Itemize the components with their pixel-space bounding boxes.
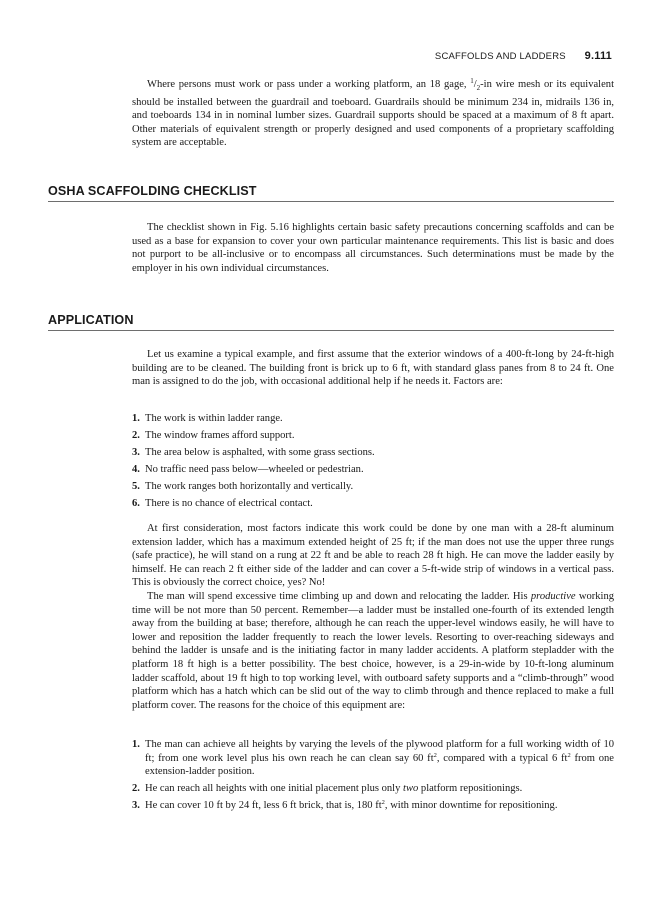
- reasons-list: [132, 738, 614, 816]
- running-head-section: SCAFFOLDS AND LADDERS: [434, 51, 566, 62]
- superscript: 2: [567, 751, 571, 759]
- fraction-denominator: 2: [476, 84, 481, 93]
- reason-text-part1: He can reach all heights with one initial placement plus only: [145, 782, 404, 794]
- list-item-number: 2.: [132, 782, 140, 794]
- list-item-number: 6.: [132, 497, 140, 509]
- reason-text-part2: , with minor downtime for repositioning.: [384, 799, 558, 811]
- superscript: 2: [381, 798, 385, 806]
- intro-text-part1: Where persons must work or pass under a working platform, an 18 gage,: [147, 79, 471, 90]
- list-item: [132, 497, 614, 511]
- running-head: [435, 50, 612, 62]
- list-item-number: 3.: [132, 446, 140, 458]
- checklist-text: The checklist shown in Fig. 5.16 highlights certain basic safety precautions concerning scaffolds and can be used as a base for expansion to cover your own particular maintenance requirements. This list is basic and does not purport to be all-inclusive or to encompass all circumstances. Such determinations must be made by the employer in his own individual circumstances.: [132, 222, 614, 274]
- list-item: [132, 799, 614, 813]
- list-item-number: 1.: [132, 739, 140, 750]
- list-item-text: The work ranges both horizontally and vertically.: [145, 480, 354, 492]
- intro-text-part2: -in wire mesh or its equivalent should be installed between the guardrail and toeboard. Guardrails should be minimum 234 in, midrails 136 in, and toeboards 134 in in nominal lumber sizes. Guardrail supports should be spaced at a maximum of 8 ft apart. Other materials of equivalent strength or properly designed and used components of a proprietary scaffolding system are acceptable.: [132, 79, 614, 149]
- list-item: [132, 782, 614, 796]
- list-item: [132, 446, 614, 460]
- intro-paragraph: [132, 78, 614, 150]
- second-paragraph-part1: The man will spend excessive time climbing up and down and relocating the ladder. His: [147, 590, 531, 602]
- list-item-text: The area below is asphalted, with some grass sections.: [145, 446, 375, 458]
- emphasis-productive: productive: [530, 590, 576, 602]
- list-item-text: There is no chance of electrical contact.: [145, 497, 313, 509]
- first-consideration-paragraph: At first consideration, most factors indicate this work could be done by one man with a 28-ft aluminum extension ladder, which has a maximum extended height of 25 ft; if the man does not use the upper three rungs (safe practice), he will stand on a rung at 22 ft and be able to reach 28 ft high. He can move the ladder easily by himself. He can reach 2 ft either side of the ladder and can cover a 5-ft-wide strip of windows in a vertical pass. This is obviously the correct choice, yes? No!: [132, 523, 614, 589]
- application-intro-text: Let us examine a typical example, and first assume that the exterior windows of a 400-ft-long by 24-ft-high building are to be cleaned. The building front is brick up to 6 ft, with standard glass panes from 8 to 24 ft. One man is assigned to do the job, with occasional additional help if he needs it. Factors are:: [132, 349, 614, 388]
- list-item-text: The work is within ladder range.: [145, 413, 283, 424]
- section-heading-application: APPLICATION: [48, 313, 614, 331]
- analysis-paragraphs: [132, 522, 614, 712]
- reason-text-part2: , compared with a typical 6 ft: [436, 752, 568, 764]
- second-paragraph-part2: working time will be not more than 50 percent. Remember—a ladder must be installed one-fourth of its extended length away from the building at base; therefore, although he can reach the upper-level windows easily, he will have to lower and reposition the ladder frequently to reach the lower levels. Resorting to over-reaching sideways and behind the ladder is unsafe and is the initiating factor in many ladder accidents. A platform stepladder with the platform 18 ft high is a better possibility. The best choice, however, is a 29-in-wide by 10-ft-long aluminum ladder scaffold, about 19 ft high to top working level, with outboard safety supports and a “climb-through” wood platform which has a hatch which can be slid out of the way to climb through and thence replaced to make a full platform cover. The reasons for the choice of this equipment are:: [132, 590, 614, 711]
- list-item-text: No traffic need pass below—wheeled or pedestrian.: [145, 463, 364, 475]
- emphasis-two: two: [403, 782, 419, 794]
- list-item-text: The window frames afford support.: [145, 429, 295, 441]
- list-item: [132, 429, 614, 443]
- list-item-number: 3.: [132, 799, 140, 811]
- fraction-numerator: 1: [470, 77, 474, 85]
- list-item-number: 1.: [132, 413, 140, 424]
- reason-text-part3: from one extension-ladder position.: [145, 752, 614, 778]
- reason-text-part2: platform repositionings.: [418, 782, 523, 794]
- list-item: [132, 738, 614, 779]
- second-paragraph: [132, 590, 614, 712]
- list-item: [132, 412, 614, 426]
- list-item-number: 2.: [132, 429, 140, 441]
- page-number: 9.111: [584, 50, 612, 62]
- list-item: [132, 463, 614, 477]
- reason-text-part1: The man can achieve all heights by varying the levels of the plywood platform for a full working width of 10 ft; from one work level plus his own reach he can clean say 60 ft: [145, 739, 614, 764]
- reason-text-part1: He can cover 10 ft by 24 ft, less 6 ft brick, that is, 180 ft: [145, 799, 382, 811]
- factors-list: [132, 412, 614, 514]
- list-item-number: 4.: [132, 463, 140, 475]
- list-item: [132, 480, 614, 494]
- intro-text: Where persons must work or pass under a working platform, an 18 gage, $^1/_2-in$ wire mesh or its equivalent should be installed between the guardrail and toeboard. Guardrails should be minimum 234 in, midrails 136 in, and toeboards 134 in in nominal lumber sizes. Guardrail supports should be spaced at a maximum of 8 ft apart. Other materials of equivalent strength or properly designed and used components of a proprietary scaffolding system are acceptable.: [132, 77, 614, 149]
- list-item-number: 5.: [132, 480, 140, 492]
- superscript: 2: [433, 751, 437, 759]
- checklist-paragraph: [132, 221, 614, 275]
- section-heading-checklist: OSHA SCAFFOLDING CHECKLIST: [48, 184, 614, 202]
- application-intro-paragraph: [132, 348, 614, 389]
